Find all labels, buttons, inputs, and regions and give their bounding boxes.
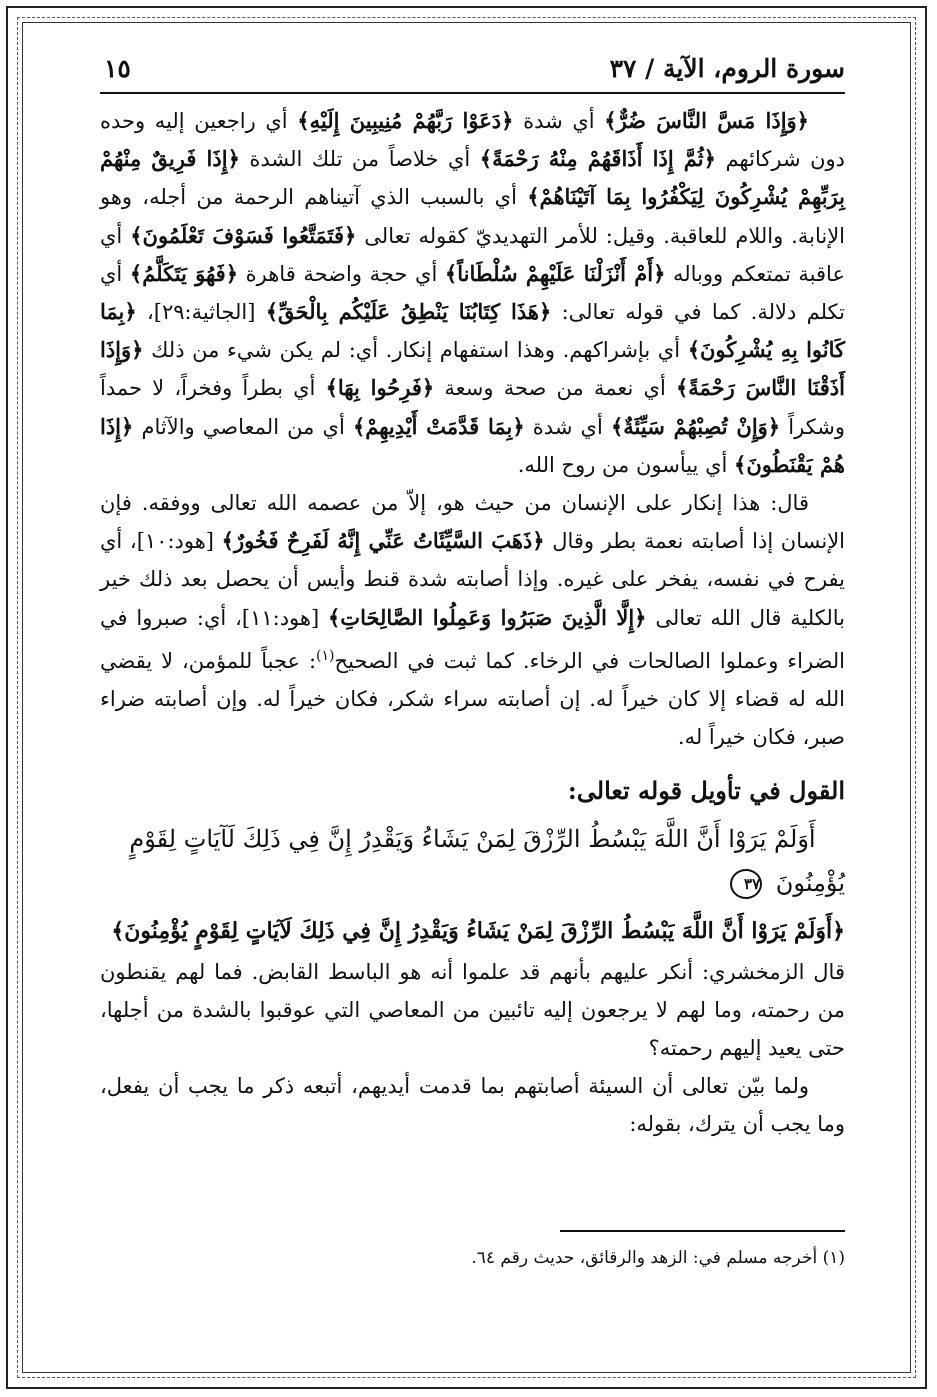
text-run: أي ييأسون من روح الله. bbox=[517, 452, 735, 477]
quran-quote: ﴿دَعَوْا رَبَّهُمْ مُنِيبِينَ إِلَيْهِ﴾ bbox=[297, 108, 514, 133]
paragraph-4: ولما بيّن تعالى أن السيئة أصابتهم بما قدمت أيديهم، أتبعه ذكر ما يجب أن يفعل، وما يجب أن يترك، بقوله: bbox=[100, 1074, 845, 1137]
quran-quote: ﴿فَرِحُوا بِهَا﴾ bbox=[325, 375, 435, 401]
text-run: [هود:١١]، أي: صبروا في الضراء وعملوا الصالحات في الرخاء. كما ثبت في الصحيح bbox=[100, 605, 845, 673]
quran-quote: ﴿بِمَا قَدَّمَتْ أَيْدِيهِمْ﴾ bbox=[352, 413, 525, 439]
body-text bbox=[100, 102, 845, 1144]
ayah-calligraphy bbox=[100, 817, 845, 905]
quran-quote: ﴿إِذَا هُمْ يَقْنَطُونَ﴾ bbox=[100, 413, 845, 477]
text-run: أي شدة bbox=[513, 109, 605, 133]
text-run: أي من المعاصي والآثام bbox=[133, 414, 353, 439]
text-run: أي راجعين إليه وحده دون شركائهم bbox=[100, 109, 845, 172]
quran-quote: ﴿فَتَمَتَّعُوا فَسَوْفَ تَعْلَمُونَ﴾ bbox=[130, 222, 357, 248]
footnote-rule bbox=[560, 1230, 845, 1232]
quran-quote: ﴿بِمَا كَانُوا بِهِ يُشْرِكُونَ﴾ bbox=[100, 299, 845, 363]
quran-quote: ﴿هَذَا كِتَابُنَا يَنْطِقُ عَلَيْكُم بِالْحَقِّ﴾ bbox=[265, 299, 552, 325]
text-run: أي نعمة من صحة وسعة bbox=[434, 376, 676, 401]
text-run: أي خلاصاً من تلك الشدة bbox=[239, 147, 480, 172]
paragraph-1 bbox=[100, 102, 845, 484]
paragraph-3: قال الزمخشري: أنكر عليهم بأنهم قد علموا أنه هو الباسط القابض. فما لهم يقنطون من رحمته، وما لهم لا يرجعون إليه تائبين من المعاصي التي عوقبوا بالشدة من أجلها، حتى يعيد إليهم رحمته؟ bbox=[100, 959, 845, 1061]
quran-quote: ﴿ثُمَّ إِذَا أَذَاقَهُمْ مِنْهُ رَحْمَةً﴾ bbox=[479, 146, 716, 172]
page bbox=[100, 48, 845, 1348]
quran-quote: ﴿وَإِنْ تُصِبْهُمْ سَيِّئَةٌ﴾ bbox=[610, 413, 781, 439]
ayah-text: أَوَلَمْ يَرَوْا أَنَّ اللَّهَ يَبْسُطُ الرِّزْقَ لِمَنْ يَشَاءُ وَيَقْدِرُ إِنَّ فِي ذَلِكَ لَآيَاتٍ لِقَوْمٍ يُؤْمِنُونَ bbox=[129, 824, 845, 897]
text-run: أي بالسبب الذي آتيناهم الرحمة من أجله، وهو الإنابة. واللام للعاقبة. وقيل: للأمر التهديديّ كقوله تعالى bbox=[100, 185, 846, 248]
ayah-bold-quote: ﴿أَوَلَمْ يَرَوْا أَنَّ اللَّهَ يَبْسُطُ الرِّزْقَ لِمَنْ يَشَاءُ وَيَقْدِرُ إِنَّ فِي ذَلِكَ لَآيَاتٍ لِقَوْمٍ يُؤْمِنُونَ﴾ bbox=[111, 917, 845, 944]
quran-quote: ﴿ذَهَبَ السَّيِّئَاتُ عَنِّي إِنَّهُ لَفَرِحٌ فَخُورٌ﴾ bbox=[221, 528, 545, 554]
text-run: أي شدة bbox=[524, 414, 611, 439]
quran-quote: ﴿إِذَا فَرِيقٌ مِنْهُمْ بِرَبِّهِمْ يُشْرِكُونَ لِيَكْفُرُوا بِمَا آتَيْنَاهُمْ﴾ bbox=[100, 146, 845, 210]
section-heading: القول في تأويل قوله تعالى: bbox=[567, 776, 845, 806]
text-run: أي بطراً وفخراً، لا حمداً وشكراً bbox=[100, 376, 846, 439]
quran-quote: ﴿أَمْ أَنْزَلْنَا عَلَيْهِمْ سُلْطَاناً﴾ bbox=[444, 260, 666, 286]
text-run: أي تكلم دلالة. كما في قوله تعالى: bbox=[100, 261, 845, 325]
ayah-number-marker: ٣٧ bbox=[730, 869, 762, 899]
quran-quote: ﴿فَهُوَ يَتَكَلَّمُ﴾ bbox=[129, 260, 239, 286]
text-run: أي عاقبة تمتعكم ووباله bbox=[100, 223, 845, 286]
text-run: [الجاثية:٢٩]، bbox=[136, 300, 266, 325]
quran-quote: ﴿وَإِذَا مَسَّ النَّاسَ ضُرٌّ﴾ bbox=[604, 108, 809, 133]
quran-quote: ﴿وَإِذَا أَذَقْنَا النَّاسَ رَحْمَةً﴾ bbox=[100, 337, 845, 401]
paragraph-2 bbox=[100, 484, 845, 756]
footnote-ref: (١) bbox=[316, 647, 335, 664]
page-header bbox=[100, 48, 845, 94]
footnote: (١) أخرجه مسلم في: الزهد والرقائق، حديث رقم ٦٤. bbox=[471, 1248, 845, 1268]
text-run: : عجباً للمؤمن، لا يقضي الله له قضاء إلا كان خيراً له. إن أصابته سراء شكر، فكان خيراً له. وإن أصابته ضراء صبر، فكان خيراً له. bbox=[100, 648, 845, 750]
quran-quote: ﴿إِلَّا الَّذِينَ صَبَرُوا وَعَمِلُوا الصَّالِحَاتِ﴾ bbox=[328, 604, 647, 630]
text-run: [هود:١٠]، أي يفرح في نفسه، يفخر على غيره. وإذا أصابته شدة قنط وأيس أن يحصل بعد ذلك خير بالكلية قال الله تعالى bbox=[100, 529, 845, 630]
running-title: سورة الروم، الآية / ٣٧ bbox=[609, 54, 845, 83]
text-run: أي بإشراكهم. وهذا استفهام إنكار. أي: لم يكن شيء من ذلك bbox=[143, 338, 688, 363]
text-run: أي حجة واضحة قاهرة bbox=[238, 261, 445, 286]
page-number: ١٥ bbox=[104, 54, 131, 83]
text-run: قال: هذا إنكار على الإنسان من حيث هو، إلاّ من عصمه الله تعالى ووفقه. فإن الإنسان إذا أصابته نعمة بطر وقال bbox=[100, 491, 846, 554]
